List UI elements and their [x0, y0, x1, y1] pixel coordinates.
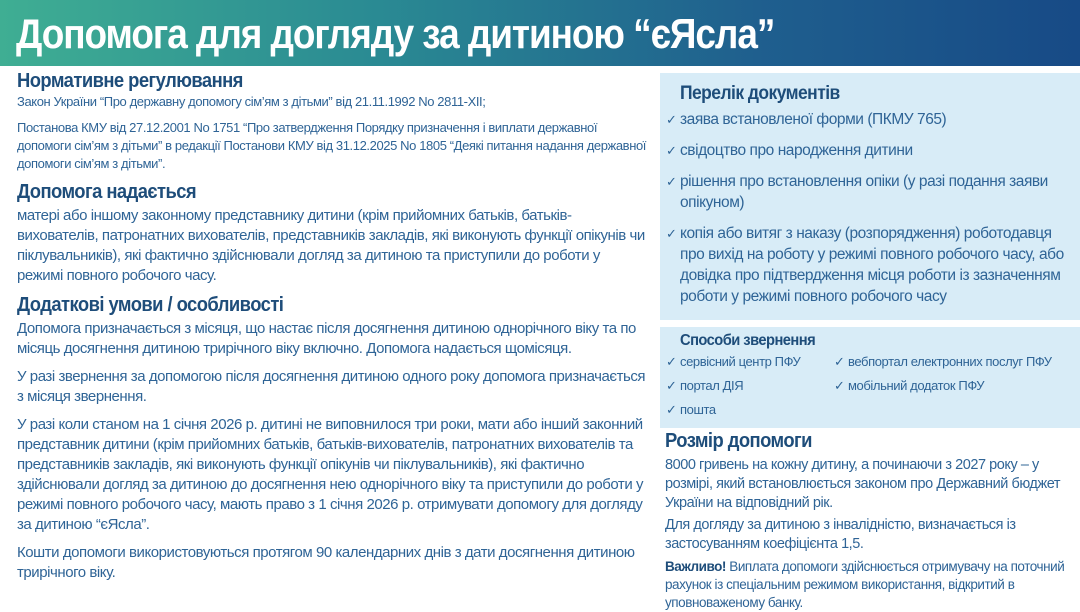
- page-title: Допомога для догляду за дитиною “єЯсла”: [16, 10, 775, 57]
- ways-panel: [660, 327, 1080, 428]
- check-icon: ✓: [666, 378, 677, 393]
- check-icon: ✓: [834, 354, 845, 369]
- provided-section: [17, 181, 647, 286]
- way-text: сервісний центр ПФУ: [680, 354, 801, 369]
- way-item: [666, 376, 834, 396]
- way-text: портал ДІЯ: [680, 378, 744, 393]
- amount-heading: Розмір допомоги: [665, 430, 812, 452]
- check-icon: ✓: [666, 174, 677, 189]
- left-column: [17, 70, 647, 591]
- condition-item: У разі звернення за допомогою після досягнення дитиною одного року допомога призначається з місяця звернення.: [17, 368, 646, 405]
- title-banner: [0, 0, 1080, 66]
- way-item: [666, 352, 834, 372]
- check-icon: ✓: [666, 143, 677, 158]
- regulation-heading: Нормативне регулювання: [17, 70, 243, 92]
- document-text: рішення про встановлення опіки (у разі подання заяви опікуном): [680, 173, 1048, 211]
- check-icon: ✓: [666, 112, 677, 127]
- way-text: пошта: [680, 402, 716, 417]
- way-text: вебпортал електронних послуг ПФУ: [848, 354, 1052, 369]
- check-icon: ✓: [666, 402, 677, 417]
- document-item: [666, 109, 1072, 130]
- provided-text: матері або іншому законному представнику дитини (крім прийомних батьків, батьків-вихователів, патронатних вихователів, представників закладів, які виконують функції опікунів чи піклувальників), які фактично здійснювали догляд за дитиною та приступили до роботи у режимі повного робочого часу.: [17, 207, 645, 284]
- document-text: копія або витяг з наказу (розпорядження) роботодавця про вихід на роботу у режимі повного робочого часу, або довідка про підтвердження місця роботи із зазначенням роботи у режимі повного робочого часу: [680, 225, 1064, 305]
- ways-heading: Способи звернення: [680, 332, 816, 349]
- condition-item: Допомога призначається з місяця, що настає після досягнення дитиною однорічного віку та по місяць досягнення дитиною трирічного віку включно. Допомога надається щомісяця.: [17, 320, 636, 357]
- conditions-section: [17, 294, 647, 583]
- regulation-item: Постанова КМУ від 27.12.2001 No 1751 “Про затвердження Порядку призначення і виплати державної допомоги сім’ям з дітьми” в редакції Постанови КМУ від 31.12.2025 No 1805 “Деякі питання надання державної допомоги сім’ям з дітьми”.: [17, 120, 647, 171]
- document-item: [666, 171, 1072, 213]
- document-text: свідоцтво про народження дитини: [680, 142, 913, 159]
- amount-section: [665, 430, 1075, 612]
- important-label: Важливо!: [665, 559, 726, 574]
- condition-item: У разі коли станом на 1 січня 2026 р. дитині не виповнилося три роки, мати або інший законний представник дитини (крім прийомних батьків, батьків-вихователів, патронатних вихователів та представників закладів, які виконують функції опікунів чи піклувальників), які фактично здійснювали догляд за дитиною до досягнення нею однорічного віку та приступили до роботи у режимі повного робочого часу, мають право з 1 січня 2026 р. отримувати допомогу для догляду за дитиною “єЯсла”.: [17, 416, 644, 533]
- check-icon: ✓: [834, 378, 845, 393]
- document-item: [666, 223, 1072, 307]
- important-note: [665, 558, 1075, 612]
- provided-heading: Допомога надається: [17, 181, 197, 203]
- document-text: заява встановленої форми (ПКМУ 765): [680, 111, 947, 128]
- regulation-section: [17, 70, 647, 173]
- documents-panel: [660, 73, 1080, 320]
- conditions-heading: Додаткові умови / особливості: [17, 294, 284, 316]
- check-icon: ✓: [666, 354, 677, 369]
- amount-item: Для догляду за дитиною з інвалідністю, визначається із застосуванням коефіцієнта 1,5.: [665, 517, 1016, 552]
- way-text: мобільний додаток ПФУ: [848, 378, 985, 393]
- documents-heading: Перелік документів: [680, 83, 840, 104]
- check-icon: ✓: [666, 226, 677, 241]
- regulation-item: Закон України “Про державну допомогу сім’ям з дітьми” від 21.11.1992 No 2811-XII;: [17, 94, 486, 109]
- way-item: [834, 376, 1074, 396]
- important-text: Виплата допомоги здійснюється отримувачу на поточний рахунок із спеціальним режимом використання, відкритий в уповноваженому банку.: [665, 559, 1065, 610]
- document-item: [666, 140, 1072, 161]
- amount-item: 8000 гривень на кожну дитину, а починаючи з 2027 року – у розмірі, який встановлюється законом про Державний бюджет України на відповідний рік.: [665, 457, 1061, 511]
- way-item: [666, 400, 834, 420]
- way-item: [834, 352, 1074, 372]
- condition-item: Кошти допомоги використовуються протягом 90 календарних днів з дати досягнення дитиною трирічного віку.: [17, 544, 635, 581]
